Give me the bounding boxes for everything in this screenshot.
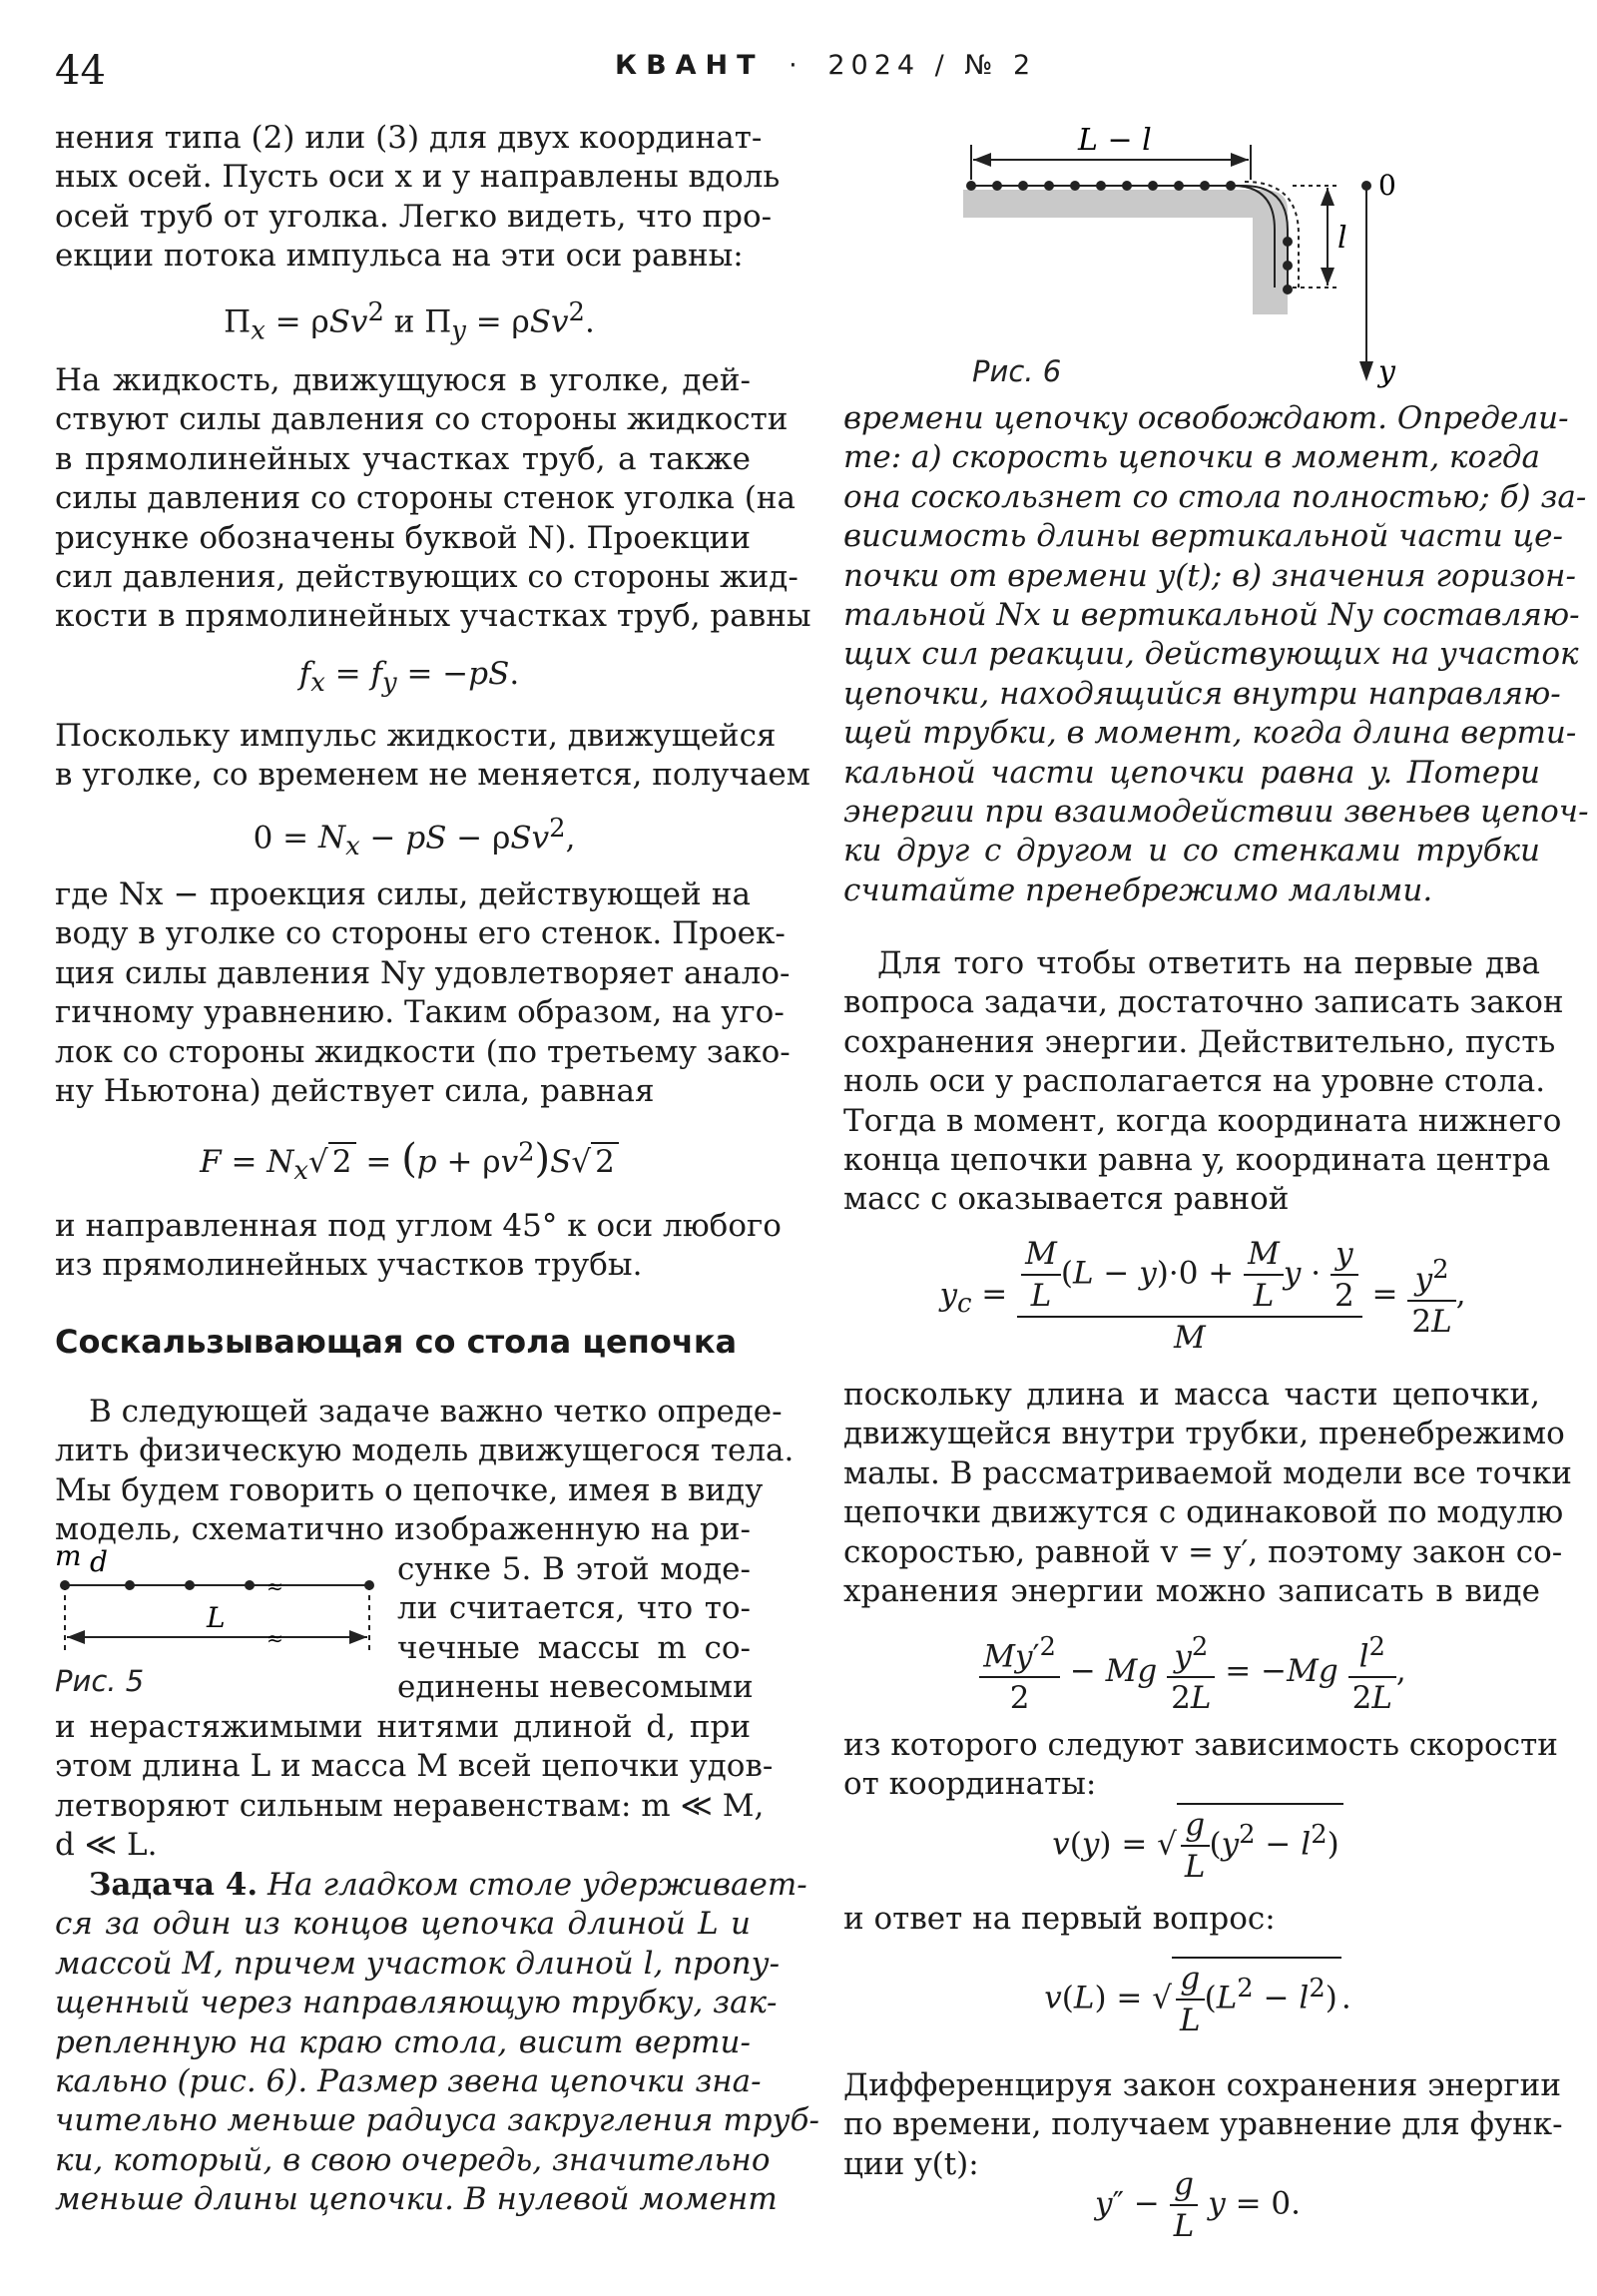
fig5-mass <box>245 1580 255 1590</box>
text-line: d ≪ L. <box>55 1827 158 1864</box>
paragraph-chain-wrap <box>397 1550 754 1708</box>
text-line: ли считается, что то- <box>397 1590 751 1627</box>
text-line: и ответ на первый вопрос: <box>843 1901 1276 1937</box>
fig5-label-m: m <box>55 1545 82 1572</box>
text-line: движущейся внутри трубки, пренебрежимо <box>843 1416 1565 1452</box>
fig6-arrow <box>1231 153 1249 167</box>
text-line: ноль оси y располагается на уровне стола. <box>843 1063 1546 1100</box>
fig6-arrow <box>973 153 991 167</box>
paragraph-first-answer <box>843 1900 1540 1939</box>
paragraph-momentum-constant <box>55 717 810 796</box>
text-line: В следующей задаче важно четко опреде- <box>89 1394 783 1430</box>
text-line: массой M, причем участок длиной l, пропу- <box>55 1945 781 1982</box>
text-line: в уголке, со временем не меняется, получаем <box>55 757 810 794</box>
text-line: гичному уравнению. Таким образом, на уго- <box>55 994 785 1031</box>
paragraph-velocity-dependence <box>843 1726 1558 1805</box>
text-line: лок со стороны жидкости (по третьему зако- <box>55 1033 791 1070</box>
text-line: тальной Nx и вертикальной Ny составляю- <box>843 597 1580 634</box>
fig6-link <box>1122 181 1132 191</box>
text-line: ки друг с другом и со стенками трубки <box>843 833 1540 869</box>
text-line: Дифференцируя закон сохранения энергии <box>843 2067 1561 2103</box>
equation-velocity-final: v(L) = √ $\frac{g}{L}$ $(L^2 - l^2)$ . <box>988 1957 1407 2040</box>
paragraph-flux <box>55 119 781 277</box>
fig5-break-mark: ≈ <box>266 1574 283 1598</box>
fig6-caption: Рис. 6 <box>972 354 1062 388</box>
text-line: кальной части цепочки равна y. Потери <box>843 754 1540 791</box>
text-line: считайте пренебрежимо малыми. <box>843 871 1433 908</box>
text-line: силы давления со стороны стенок уголка (на <box>55 480 796 517</box>
fig6-link <box>1096 181 1106 191</box>
text-line: щих сил реакции, действующих на участок <box>843 636 1579 673</box>
text-line: ции y(t): <box>843 2145 979 2182</box>
text-line: рисунке обозначены буквой N). Проекции <box>55 519 751 556</box>
fig6-arrow <box>1321 188 1334 206</box>
fig6-link <box>1018 181 1028 191</box>
equation-center-of-mass: $y_c$ = $\frac{M}{L}$ (L − y)·0 + $\frac{M}{L}$ y · $\frac{y}{2}$ M = $\frac{y^2}{2L}$ , <box>939 1236 1466 1356</box>
equation-momentum-flux: $\Pi_x = \rho Sv^2$ и $\Pi_y = \rho Sv^2$. <box>224 297 595 346</box>
page-number: 44 <box>55 48 106 94</box>
equation-force-F: $F = N_x√$ $2 = (p + \rho v^2)S√$ 2 <box>180 1136 639 1186</box>
text-line: чительно меньше радиуса закругления труб- <box>55 2102 819 2139</box>
text-line: воду в уголке со стороны его стенок. Проек- <box>55 915 786 952</box>
text-line: скоростью, равной v = y′, поэтому закон со- <box>843 1533 1563 1570</box>
fig6-table <box>963 190 1288 314</box>
figure-6 <box>963 120 1407 389</box>
fig6-link <box>992 181 1002 191</box>
paragraph-chain-conditions <box>55 1708 774 1866</box>
text-line: ция силы давления Ny удовлетворяет анало- <box>55 954 791 991</box>
text-line: Мы будем говорить о цепочке, имея в виду <box>55 1471 764 1508</box>
header-separator: · <box>789 50 803 81</box>
journal-title: КВАНТ <box>615 50 765 81</box>
paragraph-chain-model <box>55 1393 795 1550</box>
fig6-arrow <box>1321 268 1334 286</box>
text-line: ся за один из концов цепочка длиной L и <box>55 1906 751 1943</box>
text-line: сил давления, действующих со стороны жид- <box>55 559 798 596</box>
text-line: хранения энергии можно записать в виде <box>843 1573 1540 1610</box>
fig5-arrow-left <box>67 1630 85 1644</box>
text-line: Для того чтобы ответить на первые два <box>877 945 1540 981</box>
fig5-mass <box>125 1580 135 1590</box>
fig5-arrow-right <box>349 1630 367 1644</box>
text-line: кально (рис. 6). Размер звена цепочки зна- <box>55 2063 762 2100</box>
text-line: лить физическую модель движущегося тела. <box>55 1433 795 1469</box>
equation-Nx: $0 = N_x$ − pS − ρSv$^2$, <box>253 814 576 862</box>
fig5-label-L: L <box>207 1601 226 1634</box>
text-line: меньше длины цепочки. В нулевой момент <box>55 2181 778 2218</box>
text-line: ствуют силы давления со стороны жидкости <box>55 401 789 438</box>
task-label: Задача 4. <box>89 1867 259 1903</box>
fig6-link <box>1174 181 1184 191</box>
text-line: вопроса задачи, достаточно записать закон <box>843 984 1564 1021</box>
fig6-link <box>1070 181 1080 191</box>
text-line: масс c оказывается равной <box>843 1181 1290 1218</box>
text-line: ки, который, в свою очередь, значительно <box>55 2141 771 2178</box>
figure-5 <box>55 1545 384 1665</box>
fig6-link <box>1226 181 1236 191</box>
text-line: ну Ньютона) действует сила, равная <box>55 1073 655 1110</box>
fig6-link <box>1200 181 1210 191</box>
fig6-link <box>1283 237 1293 247</box>
text-line <box>55 1866 807 1905</box>
text-line: в прямолинейных участках труб, а также <box>55 440 751 477</box>
text-line: цепочки, находящийся внутри направляю- <box>843 675 1561 712</box>
issue-number: 2024 / № 2 <box>827 50 1037 81</box>
text-line: энергии при взаимодействии звеньев цепоч- <box>843 794 1589 831</box>
text-line: репленную на краю стола, висит верти- <box>55 2023 751 2060</box>
text-line: где Nx − проекция силы, действующей на <box>55 876 751 912</box>
text-line: щенный через направляющую трубку, зак- <box>55 1985 778 2021</box>
fig6-label-l: l <box>1337 221 1347 256</box>
fig6-y-arrow <box>1359 361 1373 381</box>
fig6-label-zero: 0 <box>1378 169 1396 202</box>
equation-fx-fy: $f_x = f_y = -pS$. <box>298 656 520 699</box>
text-line: чечные массы m со- <box>397 1629 751 1666</box>
equation-energy-conservation: $\frac{My'^2}{2}$ − Mg $\frac{y^2}{2L}$ = −Mg $\frac{l^2}{2L}$ , <box>958 1627 1427 1718</box>
text-line: ных осей. Пусть оси x и y направлены вдоль <box>55 159 781 196</box>
text-line: поскольку длина и масса части цепочки, <box>843 1377 1540 1413</box>
equation-velocity-of-y: v(y) = √ $\frac{g}{L}$ $(y^2 - l^2)$ <box>988 1803 1407 1887</box>
text-line: от координаты: <box>843 1766 1097 1803</box>
fig6-link <box>1283 285 1293 294</box>
text-line: времени цепочку освобождают. Определи- <box>843 400 1569 436</box>
text-line: Поскольку импульс жидкости, движущейся <box>55 718 777 754</box>
text-line: сунке 5. В этой моде- <box>397 1551 751 1587</box>
text-line: по времени, получаем уравнение для функ- <box>843 2106 1563 2143</box>
paragraph-45-degrees <box>55 1207 782 1286</box>
text-line: единены невесомыми <box>397 1669 754 1706</box>
text-line: и направленная под углом 45° к оси любого <box>55 1208 782 1244</box>
text-line: из прямолинейных участков трубы. <box>55 1247 643 1284</box>
text-line: сохранения энергии. Действительно, пусть <box>843 1023 1556 1060</box>
text-line: этом длина L и масса M всей цепочки удов- <box>55 1748 774 1785</box>
fig6-origin <box>1361 181 1371 191</box>
paragraph-pressure-forces <box>55 361 811 637</box>
text-line: осей труб от уголка. Легко видеть, что про- <box>55 198 773 235</box>
fig5-label-d: d <box>90 1545 108 1578</box>
text-line: На жидкость, движущуюся в уголке, дей- <box>55 362 751 398</box>
text-line: кости в прямолинейных участках труб, равны <box>55 598 811 635</box>
task-4-continued <box>843 399 1589 910</box>
running-header <box>615 50 1036 81</box>
text-line: конца цепочки равна y, координата центра <box>843 1142 1551 1179</box>
text-line: летворяют сильным неравенствам: m ≪ M, <box>55 1787 765 1824</box>
fig6-link <box>966 181 976 191</box>
paragraph-energy-model <box>843 1376 1572 1611</box>
fig5-caption: Рис. 5 <box>55 1664 145 1698</box>
text-line: она соскользнет со стола полностью; б) за- <box>843 478 1587 515</box>
text-line: почки от времени y(t); в) значения горизон- <box>843 557 1576 594</box>
text-line: малы. В рассматриваемой модели все точки <box>843 1454 1572 1491</box>
text-line: цепочки движутся с одинаковой по модулю <box>843 1494 1564 1531</box>
task-4 <box>55 1866 819 2220</box>
text-line: нения типа (2) или (3) для двух координат- <box>55 120 763 156</box>
fig6-link <box>1148 181 1158 191</box>
text-line: екции потока импульса на эти оси равны: <box>55 238 744 275</box>
task-line-text: На гладком столе удерживает- <box>266 1867 807 1903</box>
fig6-link <box>1044 181 1054 191</box>
fig6-label-y: y <box>1378 354 1395 389</box>
paragraph-solution-intro <box>843 944 1564 1220</box>
text-line: щей трубки, в момент, когда длина верти- <box>843 715 1577 752</box>
fig6-label-L-minus-l: L − l <box>1078 123 1152 158</box>
equation-differential: y″ − $\frac{g}{L}$ y = 0. <box>1094 2166 1301 2244</box>
paragraph-newton-third <box>55 875 791 1111</box>
text-line: висимость длины вертикальной части це- <box>843 518 1563 555</box>
text-line: и нерастяжимыми нитями длиной d, при <box>55 1709 751 1745</box>
text-line: те: а) скорость цепочки в момент, когда <box>843 439 1541 476</box>
text-line: Тогда в момент, когда координата нижнего <box>843 1102 1562 1139</box>
fraction: $\frac{M}{L}$ (L − y)·0 + $\frac{M}{L}$ y · $\frac{y}{2}$ M <box>1017 1234 1362 1358</box>
fig5-break-mark: ≈ <box>266 1626 283 1650</box>
fig5-mass <box>185 1580 195 1590</box>
text-line: из которого следуют зависимость скорости <box>843 1727 1558 1763</box>
fig6-link <box>1283 261 1293 271</box>
section-title: Соскальзывающая со стола цепочка <box>55 1323 738 1361</box>
text-line: модель, схематично изображенную на ри- <box>55 1511 751 1548</box>
